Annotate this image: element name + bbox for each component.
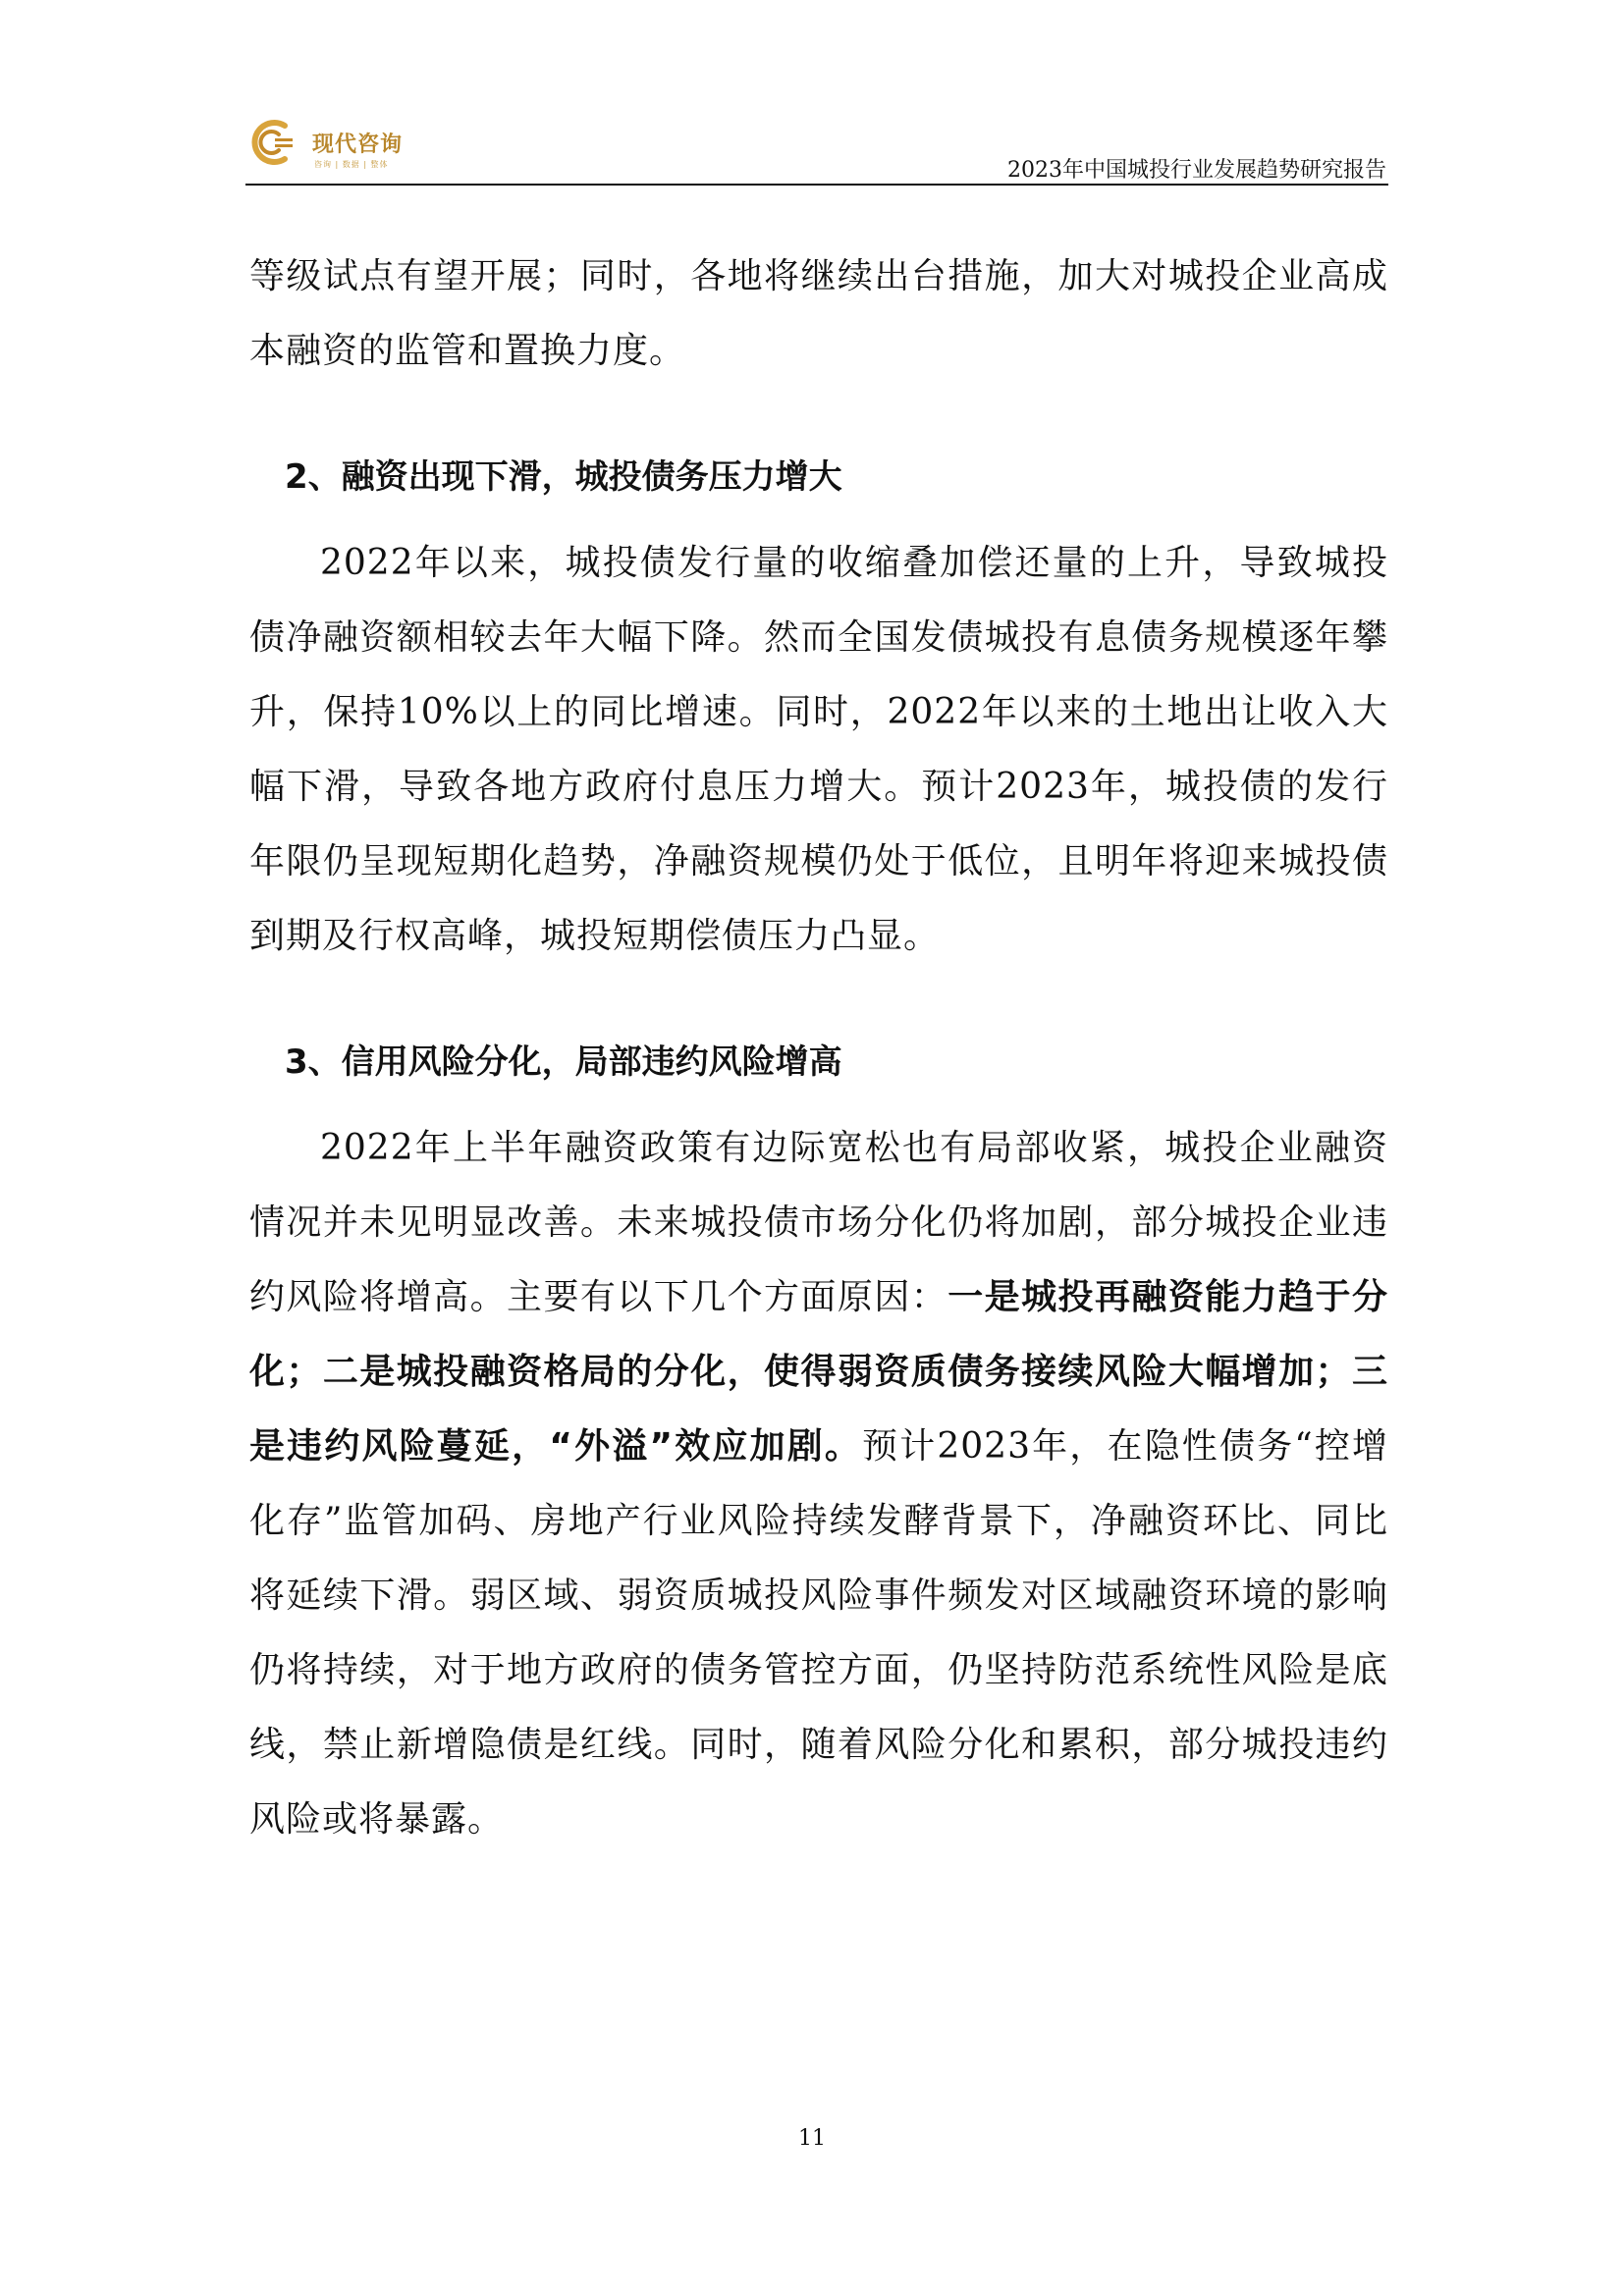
logo-name: 现代咨询 <box>312 133 404 157</box>
credit-risk-key-reasons: 一是城投再融资能力趋于分化；二是城投融资格局的分化，使得弱资质债务接续风险大幅增加；三是违约风险蔓延，“外溢”效应加剧。 <box>249 1277 1388 1467</box>
logo-tagline: 咨询 | 数据 | 整体 <box>314 160 389 169</box>
credit-risk-outlook: 预计2023年，在隐性债务“控增化存”监管加码、房地产行业风险持续发酵背景下，净融资环比、同比将延续下滑。弱区域、弱资质城投风险事件频发对区域融资环境的影响仍将持续，对于地方政府的债务管控方面，仍坚持防范系统性风险是底线，禁止新增隐债是红线。同时，随着风险分化和累积，部分城投违约风险或将暴露。 <box>249 1426 1388 1840</box>
paragraph-credit-risk <box>249 1111 1388 1857</box>
page-body <box>249 240 1388 1857</box>
credit-risk-intro: 2022年上半年融资政策有边际宽松也有局部收紧，城投企业融资情况并未见明显改善。未来城投债市场分化仍将加剧，部分城投企业违约风险将增高。主要有以下几个方面原因： <box>249 1128 1388 1317</box>
logo-emblem-icon <box>245 118 304 167</box>
company-logo <box>245 110 422 175</box>
report-title: 2023年中国城投行业发展趋势研究报告 <box>1007 158 1386 183</box>
page-number: 11 <box>798 2126 826 2151</box>
paragraph-continuation: 等级试点有望开展；同时，各地将继续出台措施，加大对城投企业高成本融资的监管和置换力度。 <box>249 256 1388 371</box>
page-header <box>245 110 1388 188</box>
paragraph-financing-decline: 2022年以来，城投债发行量的收缩叠加偿还量的上升，导致城投债净融资额相较去年大幅下降。然而全国发债城投有息债务规模逐年攀升，保持10%以上的同比增速。同时，2022年以来的土地出让收入大幅下滑，导致各地方政府付息压力增大。预计2023年，城投债的发行年限仍呈现短期化趋势，净融资规模仍处于低位，且明年将迎来城投债到期及行权高峰，城投短期偿债压力凸显。 <box>249 543 1388 956</box>
section-heading-2: 2、融资出现下滑，城投债务压力增大 <box>285 457 842 497</box>
section-heading-3: 3、信用风险分化，局部违约风险增高 <box>285 1042 842 1082</box>
header-divider <box>245 184 1388 186</box>
